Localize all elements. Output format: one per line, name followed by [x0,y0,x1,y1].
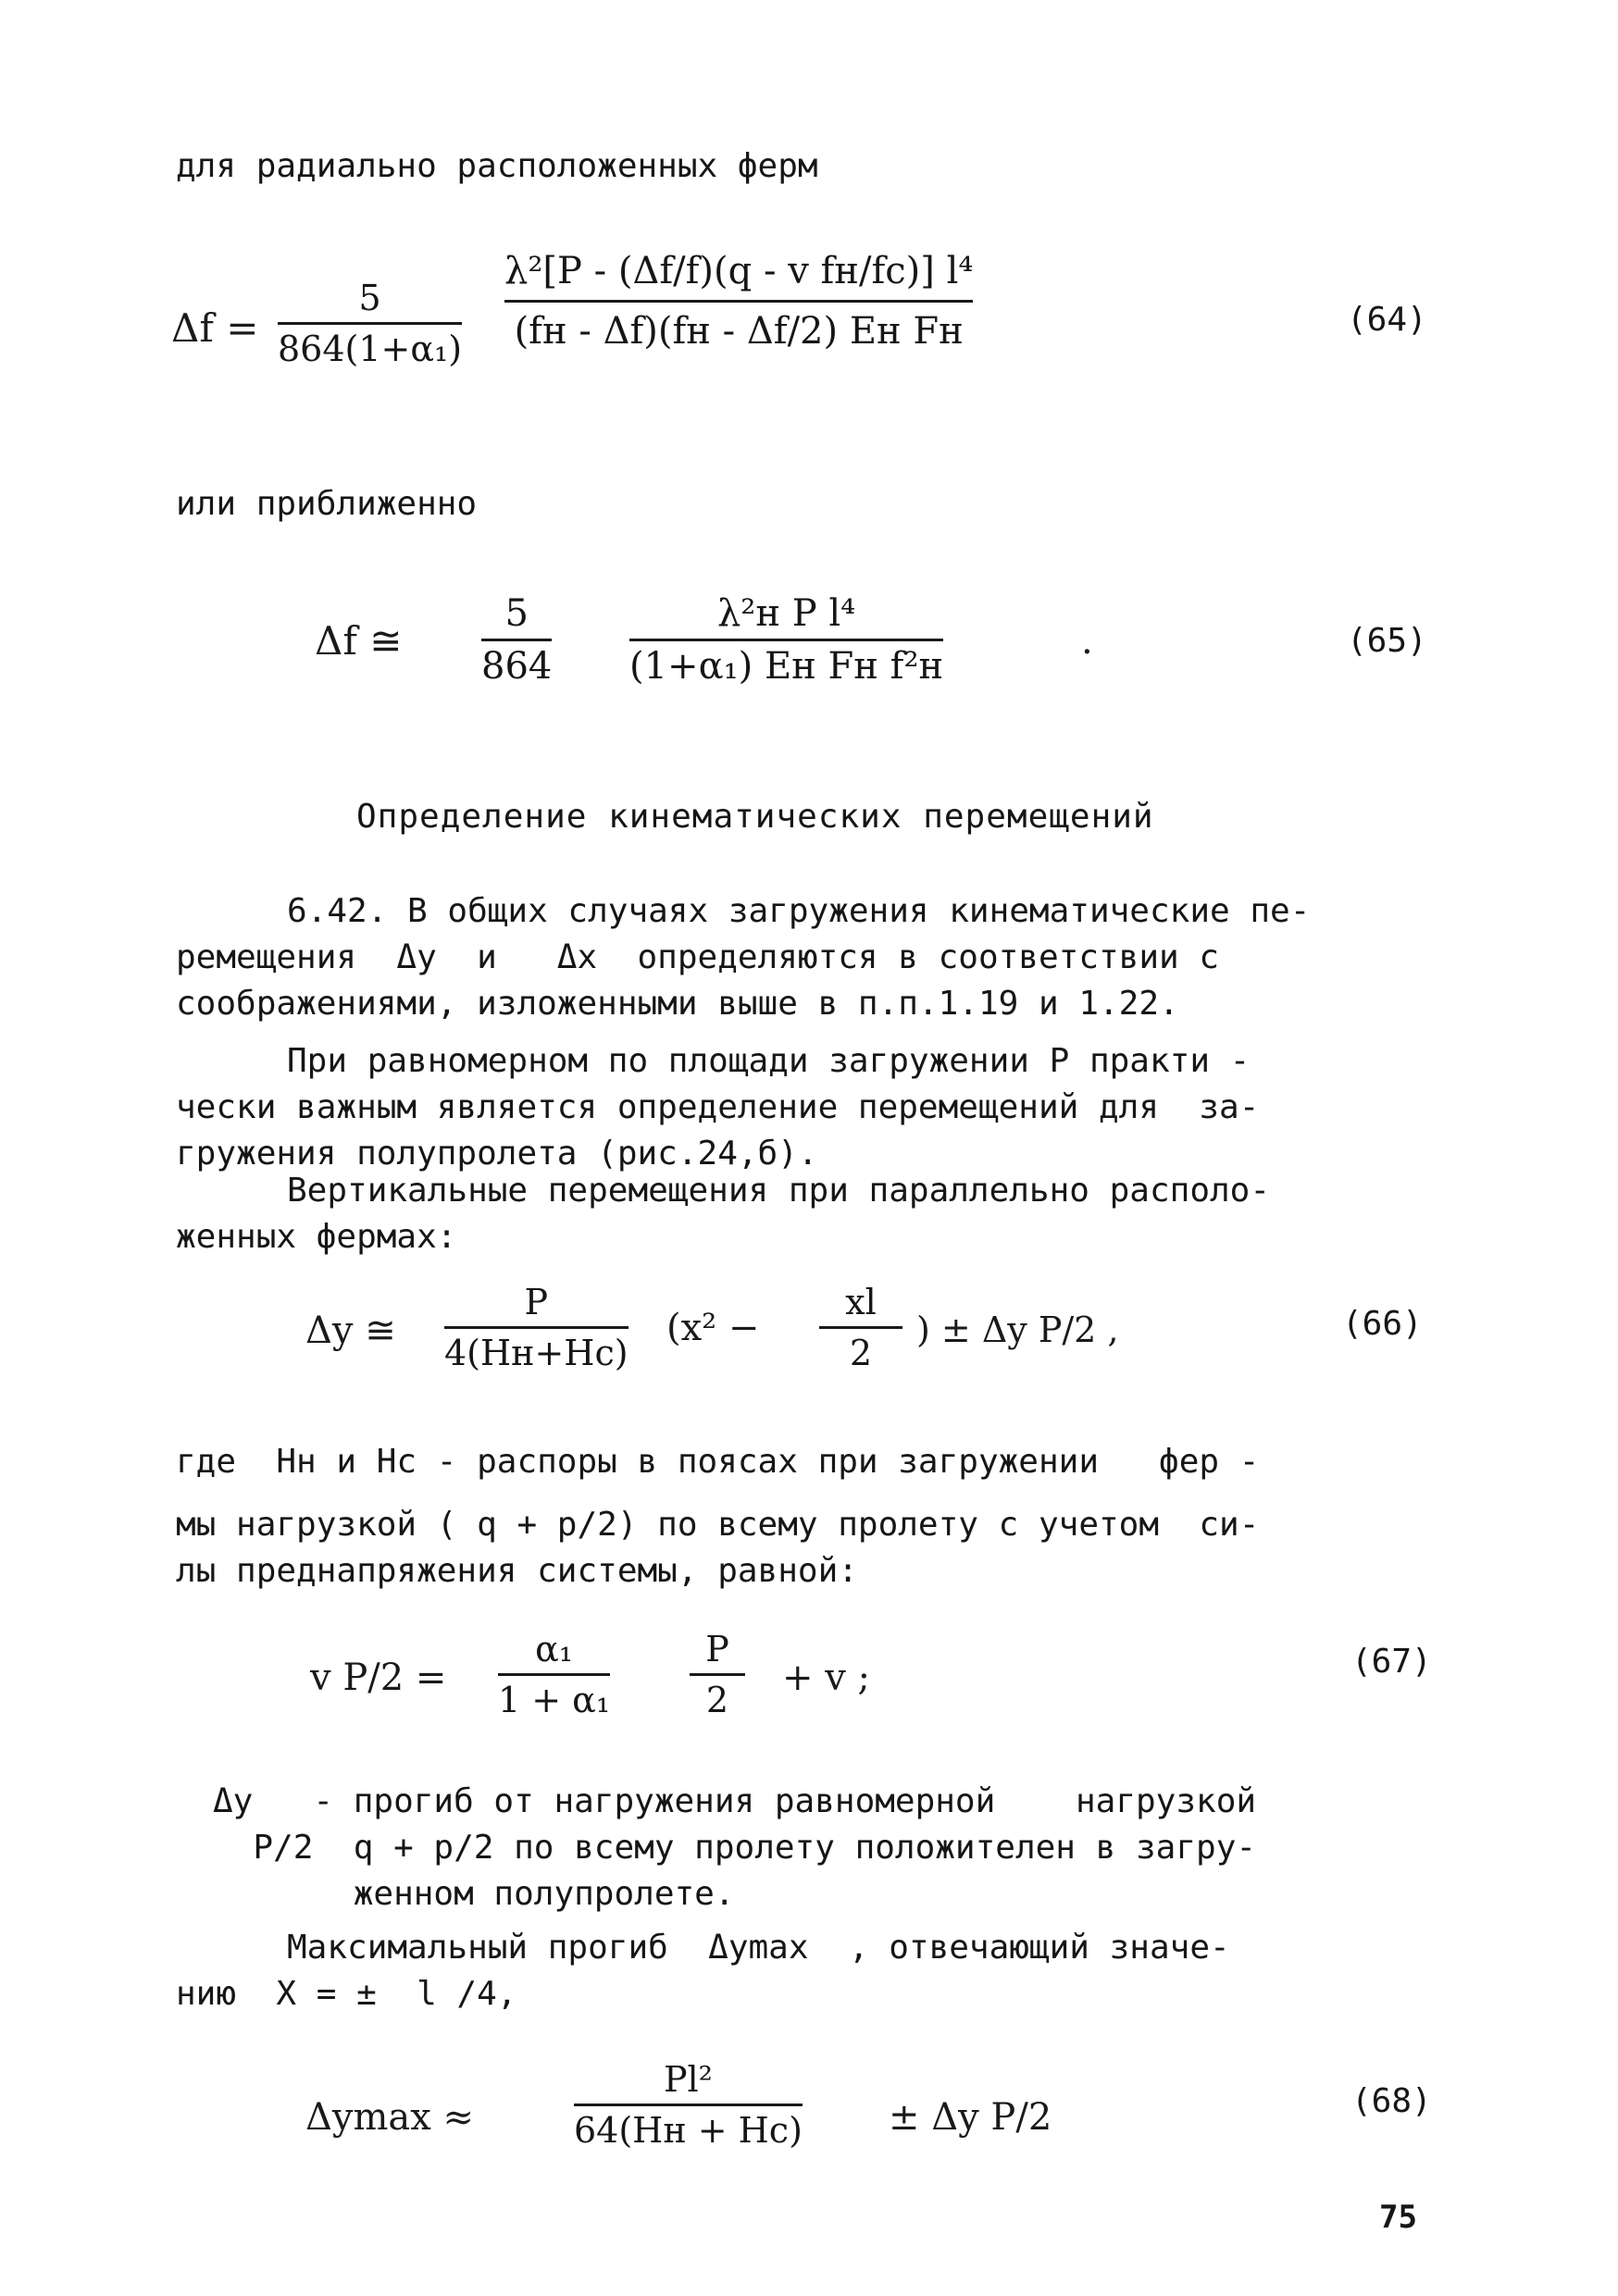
where-line-3: лы преднапряжения системы, равной: [176,1552,858,1590]
eq65-f2-den: (1+α₁) Eн Fн f²н [629,645,944,688]
eq66-f1-num: P [524,1282,549,1322]
paragraph-uniform [176,1038,1444,1177]
eq64-f1-den: 864(1+α₁) [278,329,463,369]
p-vertical-line-2: женных фермах: [176,1218,457,1256]
p-vertical-line-1: Вертикальные перемещения при параллельно располо- [287,1172,1271,1210]
eq65-number: (65) [1347,622,1427,660]
eq65-lhs: Δf ≅ [315,618,403,664]
paragraph-max [176,1925,1444,2017]
paragraph-6-42 [176,888,1444,1027]
where-line-2: мы нагрузкой ( q + p/2) по всему пролету с учетом си- [176,1506,1260,1544]
intro-text: для радиально расположенных ферм [176,147,818,185]
eq66-number: (66) [1342,1305,1423,1343]
eq66-lhs: Δy ≅ [305,1309,396,1352]
max-line-1: Максимальный прогиб Δymax , отвечающий значе- [287,1929,1230,1967]
paragraph-where [176,1439,1444,1595]
eq67-number: (67) [1351,1643,1432,1681]
eq66-f1-den: 4(Hн+Hс) [444,1333,629,1373]
eq64-fraction-1 [278,278,462,369]
p-uniform-line-1: При равномерном по площади загружении P практи - [287,1042,1251,1080]
eq67-f2-num: P [705,1629,729,1669]
p642-line-2: ремещения Δy и Δx определяются в соответствии с [176,938,1220,976]
paragraph-dy [213,1779,1481,1917]
eq67-fraction-2 [690,1629,745,1720]
eq64-number: (64) [1347,301,1427,339]
dy-line-1: Δy - прогиб от нагружения равномерной нагрузкой [213,1782,1257,1820]
eq67-lhs: v P/2 = [310,1657,447,1699]
where-line-1: где Hн и Hс - распоры в поясах при загружении фер - [176,1443,1260,1481]
eq67-f1-den: 1 + α₁ [498,1680,611,1720]
eq64-lhs: Δf = [171,305,259,351]
eq64-f2-den: (fн - Δf)(fн - Δf/2) Eн Fн [514,310,964,353]
p642-line-1: 6.42. В общих случаях загружения кинематические пе- [287,892,1311,930]
p642-line-3: соображениями, изложенными выше в п.п.1.19 и 1.22. [176,985,1179,1023]
eq64-f1-num: 5 [358,278,381,318]
eq68-lhs: Δymax ≈ [305,2096,475,2139]
eq68-fraction [574,2059,803,2151]
eq65-f1-num: 5 [504,592,529,635]
eq66-f2-num: xl [845,1282,877,1322]
dy-line-2: P/2 q + p/2 по всему пролету положителен в загру- [213,1829,1257,1867]
eq66-tail: ) ± Δy P/2 , [916,1309,1119,1350]
eq68-number: (68) [1351,2082,1432,2120]
eq67-f2-den: 2 [705,1680,729,1720]
eq65-fraction-1 [481,592,552,688]
eq66-mid: (x² − [666,1307,760,1349]
eq67-tail: + v ; [782,1657,871,1699]
eq68-f-den: 64(Hн + Hс) [574,2110,803,2151]
eq64-f2-num: λ²[P - (Δf/f)(q - v fн/fс)] l⁴ [504,250,974,292]
eq68-tail: ± Δy P/2 [889,2096,1052,2139]
dy-line-3: женном полупролете. [213,1875,735,1913]
eq66-f2-den: 2 [849,1333,873,1373]
max-line-2: нию X = ± l /4, [176,1975,517,2013]
eq67-fraction-1 [498,1629,610,1720]
page-number: 75 [1379,2199,1417,2236]
eq64-fraction-2 [504,250,973,353]
eq65-f2-num: λ²н P l⁴ [716,592,856,635]
eq65-fraction-2 [629,592,943,688]
eq65-f1-den: 864 [481,645,553,688]
eq67-f1-num: α₁ [535,1629,573,1669]
section-heading: Определение кинематических перемещений [356,798,1154,836]
paragraph-vertical [176,1168,1444,1260]
eq66-fraction-2 [819,1282,902,1373]
p-uniform-line-2: чески важным является определение перемещений для за- [176,1088,1260,1126]
p-uniform-line-3: гружения полупролета (рис.24,б). [176,1135,818,1173]
eq68-f-num: Pl² [663,2059,713,2100]
eq65-tail: . [1081,620,1093,663]
approx-text: или приближенно [176,485,478,523]
eq66-fraction-1 [444,1282,629,1373]
